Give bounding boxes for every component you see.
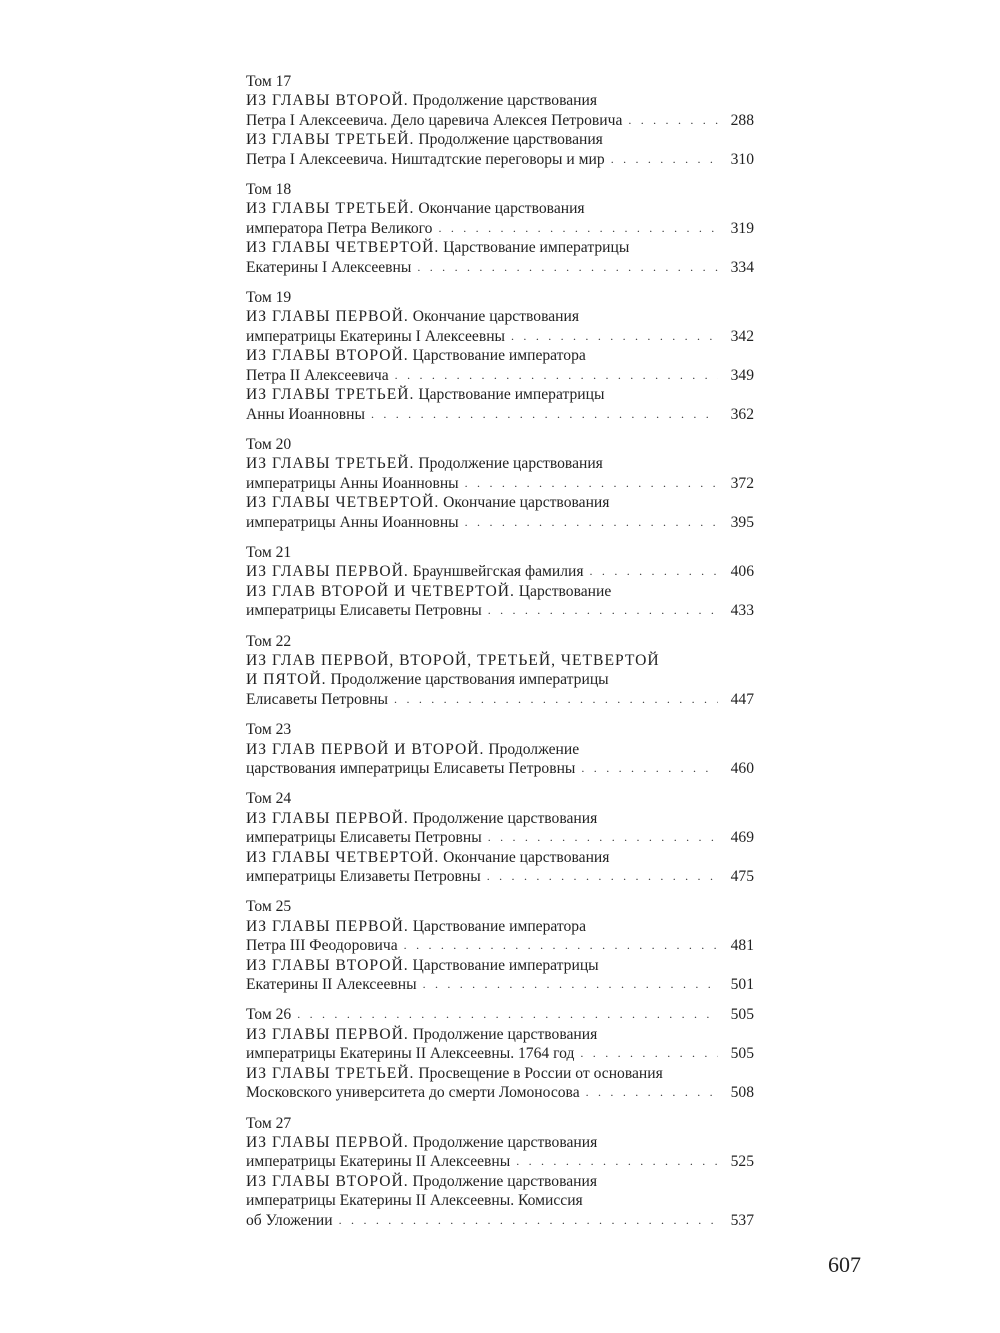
volume-heading — [246, 720, 754, 739]
chapter-title: Продолжение царствования — [412, 809, 598, 827]
chapter-title: Окончание царствования — [412, 308, 580, 326]
volume-title: Том 25 — [246, 898, 292, 916]
toc-entry-text — [246, 238, 629, 257]
chapter-title: Продолжение царствования — [412, 1025, 598, 1043]
chapter-heading: ИЗ ГЛАВ ВТОРОЙ И ЧЕТВЕРТОЙ. — [246, 582, 515, 600]
toc-entry-text: императрицы Екатерины I Алексеевны — [246, 327, 506, 345]
chapter-title: Царствование императора — [412, 347, 586, 365]
chapter-heading: ИЗ ГЛАВЫ ПЕРВОЙ. — [246, 917, 409, 935]
toc-entry-line — [246, 1044, 754, 1063]
toc-page-number: 508 — [730, 1084, 754, 1102]
toc-volume — [246, 1114, 754, 1230]
toc-entry — [246, 1025, 754, 1064]
dot-leader — [580, 1044, 718, 1063]
toc-entry-text: Екатерины I Алексеевны — [246, 258, 412, 276]
volume-title: Том 21 — [246, 543, 292, 561]
chapter-heading: ИЗ ГЛАВ ПЕРВОЙ, ВТОРОЙ, ТРЕТЬЕЙ, ЧЕТВЕРТОЙ — [246, 651, 660, 669]
toc-page-number: 342 — [730, 327, 754, 345]
dot-leader — [511, 327, 718, 346]
toc-entry-text: императрицы Анны Иоанновны — [246, 474, 459, 492]
volume-heading — [246, 1114, 754, 1133]
chapter-heading: ИЗ ГЛАВЫ ВТОРОЙ. — [246, 1172, 409, 1190]
toc-page-number: 525 — [730, 1153, 754, 1171]
chapter-title: Окончание царствования — [418, 200, 585, 218]
table-of-contents — [246, 72, 754, 1241]
toc-entry-text — [246, 670, 609, 689]
toc-volume — [246, 288, 754, 424]
toc-entry-line — [246, 346, 754, 365]
toc-entry-line — [246, 1064, 754, 1083]
toc-volume — [246, 1005, 754, 1102]
chapter-title: Окончание царствования — [443, 848, 610, 866]
toc-page-number: 349 — [730, 366, 754, 384]
chapter-heading: ИЗ ГЛАВЫ ПЕРВОЙ. — [246, 1025, 409, 1043]
toc-entry-line — [246, 690, 754, 709]
volume-title: Том 19 — [246, 289, 292, 307]
toc-entry — [246, 493, 754, 532]
volume-heading — [246, 897, 754, 916]
volume-title: Том 20 — [246, 435, 292, 453]
toc-entry-text — [246, 454, 603, 473]
toc-entry-line — [246, 150, 754, 169]
toc-entry-line — [246, 258, 754, 277]
toc-entry-text — [246, 493, 609, 512]
toc-page-number: 501 — [730, 976, 754, 994]
toc-page-number: 537 — [730, 1211, 754, 1229]
toc-entry-line — [246, 1172, 754, 1191]
toc-volume — [246, 720, 754, 778]
toc-entry-line — [246, 936, 754, 955]
chapter-heading: ИЗ ГЛАВЫ ПЕРВОЙ. — [246, 809, 409, 827]
toc-entry-line — [246, 601, 754, 620]
volume-heading — [246, 632, 754, 651]
toc-entry-text: императрицы Екатерины II Алексеевны. Комиссия — [246, 1192, 583, 1210]
toc-entry — [246, 562, 754, 581]
toc-entry — [246, 956, 754, 995]
toc-page-number: 505 — [730, 1006, 754, 1024]
toc-entry-line — [246, 91, 754, 110]
toc-volume — [246, 632, 754, 710]
volume-heading — [246, 288, 754, 307]
toc-entry-text: Анны Иоанновны — [246, 405, 365, 423]
volume-heading — [246, 543, 754, 562]
toc-volume — [246, 435, 754, 532]
toc-page-number: 475 — [730, 868, 754, 886]
toc-entry-text — [246, 346, 586, 365]
toc-page-number: 481 — [730, 937, 754, 955]
toc-entry — [246, 1064, 754, 1103]
toc-entry-line — [246, 917, 754, 936]
toc-entry-text: императрицы Екатерины II Алексеевны — [246, 1153, 511, 1171]
toc-entry-line — [246, 759, 754, 778]
dot-leader — [516, 1152, 718, 1171]
toc-page-number: 469 — [730, 829, 754, 847]
toc-entry — [246, 740, 754, 779]
toc-entry-line — [246, 405, 754, 424]
toc-page-number: 406 — [730, 563, 754, 581]
dot-leader — [611, 150, 718, 169]
dot-leader — [417, 258, 718, 277]
toc-entry — [246, 1172, 754, 1230]
toc-entry-text: царствования императрицы Елисаветы Петровны — [246, 760, 576, 777]
toc-entry-line — [246, 493, 754, 512]
dot-leader — [581, 759, 718, 778]
toc-page-number: 433 — [730, 602, 754, 620]
toc-entry-text — [246, 1133, 597, 1152]
volume-title: Том 18 — [246, 181, 292, 199]
dot-leader — [488, 828, 718, 847]
toc-entry — [246, 1133, 754, 1172]
toc-entry-text: императрицы Екатерины II Алексеевны. 1764 год — [246, 1045, 575, 1063]
toc-entry-text — [246, 385, 604, 404]
toc-entry-line — [246, 867, 754, 886]
toc-entry-text: императрицы Анны Иоанновны — [246, 513, 459, 531]
toc-entry-line — [246, 1152, 754, 1171]
toc-entry-line — [246, 562, 754, 581]
dot-leader — [371, 405, 718, 424]
chapter-title: Продолжение царствования — [412, 1172, 598, 1190]
toc-volume — [246, 543, 754, 621]
toc-page-number: 288 — [730, 111, 754, 129]
toc-entry-text — [246, 956, 599, 975]
toc-entry-line — [246, 199, 754, 218]
toc-entry-line — [246, 651, 754, 670]
toc-entry-text: Петра II Алексеевича — [246, 366, 389, 384]
toc-page-number: 319 — [730, 219, 754, 237]
toc-entry-line — [246, 238, 754, 257]
toc-entry-text: императрицы Елисаветы Петровны — [246, 829, 482, 847]
toc-entry-text: императрицы Елизаветы Петровны — [246, 868, 481, 886]
chapter-heading: ИЗ ГЛАВЫ ЧЕТВЕРТОЙ. — [246, 494, 440, 512]
chapter-heading: ИЗ ГЛАВЫ ВТОРОЙ. — [246, 92, 409, 110]
dot-leader — [487, 867, 718, 886]
chapter-title: Просвещение в России от основания — [418, 1064, 663, 1082]
chapter-heading: ИЗ ГЛАВЫ ВТОРОЙ. — [246, 347, 409, 365]
toc-entry-text — [246, 848, 609, 867]
toc-page-number: 447 — [730, 690, 754, 708]
toc-page-number: 372 — [730, 474, 754, 492]
toc-entry-text — [246, 199, 585, 218]
dot-leader — [423, 975, 718, 994]
toc-entry-text: Петра III Феодоровича — [246, 937, 398, 955]
toc-entry-line — [246, 1133, 754, 1152]
chapter-heading: ИЗ ГЛАВЫ ВТОРОЙ. — [246, 956, 409, 974]
toc-page-number: 460 — [730, 760, 754, 777]
toc-entry-text: об Уложении — [246, 1211, 333, 1229]
toc-volume — [246, 72, 754, 169]
toc-entry-text — [246, 809, 597, 828]
toc-entry-line — [246, 454, 754, 473]
chapter-title: Царствование императрицы — [418, 386, 605, 404]
toc-entry-line — [246, 582, 754, 601]
dot-leader — [465, 513, 718, 532]
toc-entry — [246, 199, 754, 238]
dot-leader — [438, 219, 718, 238]
dot-leader — [590, 562, 718, 581]
chapter-heading: ИЗ ГЛАВЫ ПЕРВОЙ. — [246, 1133, 409, 1151]
toc-entry — [246, 385, 754, 424]
chapter-title: Царствование императора — [412, 917, 587, 935]
toc-entry-text — [246, 651, 660, 670]
toc-entry-line — [246, 1211, 754, 1230]
toc-entry-line — [246, 975, 754, 994]
toc-entry-text — [246, 740, 579, 759]
toc-entry-line — [246, 809, 754, 828]
dot-leader — [394, 690, 718, 709]
toc-entry-text — [246, 562, 584, 581]
chapter-title: Продолжение царствования императрицы — [330, 671, 609, 689]
dot-leader — [586, 1083, 718, 1102]
chapter-heading: ИЗ ГЛАВЫ ТРЕТЬЕЙ. — [246, 131, 415, 149]
toc-entry-line — [246, 956, 754, 975]
volume-title: Том 27 — [246, 1114, 292, 1132]
chapter-heading: ИЗ ГЛАВЫ ТРЕТЬЕЙ. — [246, 200, 415, 218]
toc-entry-text — [246, 91, 597, 110]
toc-entry — [246, 848, 754, 887]
toc-entry-text — [246, 1025, 597, 1044]
toc-entry — [246, 346, 754, 385]
toc-entry-text: императора Петра Великого — [246, 219, 433, 237]
dot-leader — [297, 1005, 718, 1024]
chapter-heading: ИЗ ГЛАВЫ ТРЕТЬЕЙ. — [246, 455, 415, 473]
toc-entry-line — [246, 740, 754, 759]
volume-title: Том 22 — [246, 632, 292, 650]
toc-entry-text — [246, 130, 603, 149]
toc-page-number: 310 — [730, 150, 754, 168]
toc-entry — [246, 809, 754, 848]
toc-entry — [246, 454, 754, 493]
volume-title: Том 26 — [246, 1006, 292, 1024]
chapter-title: Продолжение царствования — [412, 1133, 598, 1151]
dot-leader — [628, 111, 718, 130]
volume-title: Том 17 — [246, 73, 292, 90]
chapter-heading: ИЗ ГЛАВЫ ТРЕТЬЕЙ. — [246, 386, 415, 404]
toc-entry-text — [246, 307, 579, 326]
chapter-heading: ИЗ ГЛАВЫ ТРЕТЬЕЙ. — [246, 1064, 415, 1082]
chapter-title: Брауншвейгская фамилия — [412, 563, 584, 581]
toc-entry-text: Елисаветы Петровны — [246, 690, 389, 708]
toc-entry-line — [246, 474, 754, 493]
chapter-heading: ИЗ ГЛАВЫ ПЕРВОЙ. — [246, 563, 409, 581]
toc-entry-line — [246, 111, 754, 130]
toc-entry-line — [246, 1083, 754, 1102]
toc-entry-text: Московского университета до смерти Ломоносова — [246, 1084, 580, 1102]
toc-entry — [246, 582, 754, 621]
toc-entry-text — [246, 1064, 663, 1083]
toc-entry — [246, 130, 754, 169]
toc-entry — [246, 238, 754, 277]
toc-entry-line — [246, 366, 754, 385]
toc-entry-text: Петра I Алексеевича. Дело царевича Алексея Петровича — [246, 111, 623, 129]
dot-leader — [395, 366, 718, 385]
volume-heading — [246, 1005, 754, 1024]
toc-entry-line — [246, 327, 754, 346]
toc-volume — [246, 897, 754, 994]
toc-page-number: 334 — [730, 258, 754, 276]
chapter-title: Продолжение царствования — [412, 92, 598, 110]
chapter-title: Продолжение царствования — [418, 131, 603, 149]
dot-leader — [339, 1211, 718, 1230]
toc-entry-text: императрицы Елисаветы Петровны — [246, 602, 482, 620]
chapter-heading: ИЗ ГЛАВЫ ЧЕТВЕРТОЙ. — [246, 239, 440, 257]
volume-heading — [246, 435, 754, 454]
dot-leader — [488, 601, 718, 620]
toc-volume — [246, 789, 754, 886]
toc-entry-line — [246, 848, 754, 867]
toc-entry-text — [246, 582, 611, 601]
toc-entry-text: Екатерины II Алексеевны — [246, 976, 417, 994]
toc-entry-line — [246, 1191, 754, 1210]
volume-heading — [246, 180, 754, 199]
toc-page-number: 362 — [730, 405, 754, 423]
toc-entry-line — [246, 219, 754, 238]
chapter-heading: ИЗ ГЛАВ ПЕРВОЙ И ВТОРОЙ. — [246, 740, 485, 758]
volume-heading — [246, 72, 754, 91]
toc-entry-line — [246, 130, 754, 149]
toc-entry-text: Петра I Алексеевича. Ништадтские переговоры и мир — [246, 150, 605, 168]
page-number: 607 — [828, 1252, 861, 1277]
toc-entry-text — [246, 917, 586, 936]
toc-entry-line — [246, 307, 754, 326]
toc-entry — [246, 307, 754, 346]
volume-title: Том 24 — [246, 790, 292, 808]
toc-page-number: 505 — [730, 1045, 754, 1063]
toc-entry-line — [246, 1025, 754, 1044]
toc-entry — [246, 651, 754, 709]
chapter-title: Продолжение — [488, 740, 580, 758]
toc-entry-line — [246, 385, 754, 404]
dot-leader — [465, 474, 718, 493]
volume-heading — [246, 789, 754, 808]
toc-entry-line — [246, 828, 754, 847]
toc-entry — [246, 917, 754, 956]
toc-entry-text — [246, 1172, 597, 1191]
chapter-heading: ИЗ ГЛАВЫ ЧЕТВЕРТОЙ. — [246, 848, 440, 866]
chapter-title: Царствование императрицы — [412, 956, 599, 974]
toc-entry-line — [246, 513, 754, 532]
toc-volume — [246, 180, 754, 277]
dot-leader — [404, 936, 718, 955]
toc-entry — [246, 91, 754, 130]
toc-entry-line — [246, 670, 754, 689]
chapter-title: Царствование императрицы — [443, 239, 630, 257]
chapter-title: Царствование — [518, 582, 612, 600]
chapter-title: Окончание царствования — [443, 494, 610, 512]
chapter-title: Продолжение царствования — [418, 455, 603, 473]
chapter-heading: ИЗ ГЛАВЫ ПЕРВОЙ. — [246, 308, 409, 326]
chapter-heading-continued: И ПЯТОЙ. — [246, 671, 327, 689]
volume-title: Том 23 — [246, 721, 292, 739]
toc-page-number: 395 — [730, 513, 754, 531]
